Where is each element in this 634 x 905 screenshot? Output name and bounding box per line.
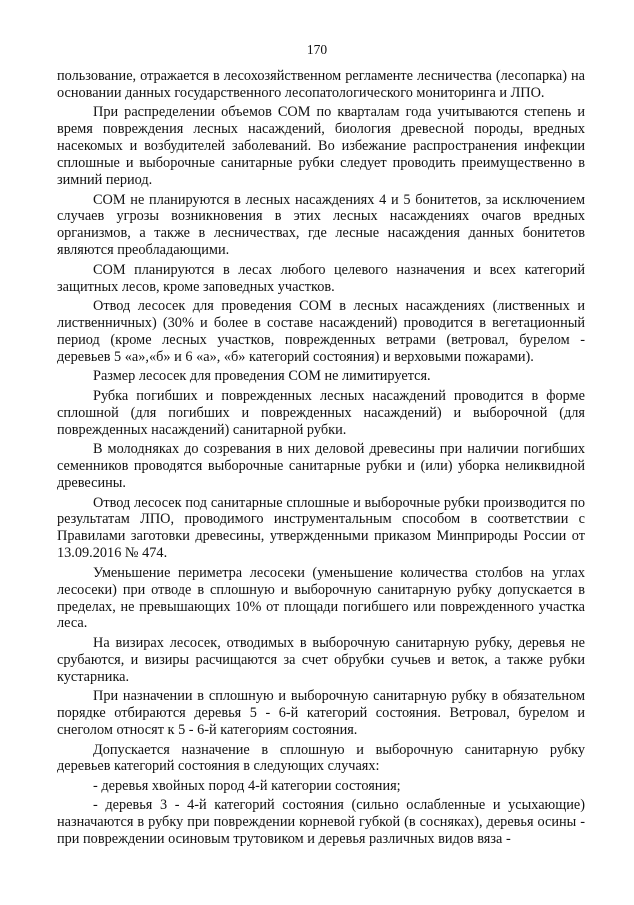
- paragraph: Отвод лесосек для проведения СОМ в лесных насаждениях (лиственных и лиственничных) (30% и более в составе насаждений) проводится в вегетационный период (кроме лесных участков, поврежденных ветрами (ветровал, бурелом - деревьев 5 «а»,«б» и 6 «а», «б» категорий состояния) и верховыми пожарами).: [57, 298, 585, 365]
- paragraph: Уменьшение периметра лесосеки (уменьшение количества столбов на углах лесосеки) при отводе в сплошную и выборочную санитарную рубку допускается в пределах, не превышающих 10% от площади погибшего или поврежденного участка леса.: [57, 564, 585, 632]
- list-item: - деревья хвойных пород 4-й категории состояния;: [93, 777, 401, 794]
- paragraph: Допускается назначение в сплошную и выборочную санитарную рубку деревьев категорий состояния в следующих случаях:: [57, 741, 585, 775]
- paragraph: СОМ не планируются в лесных насаждениях 4 и 5 бонитетов, за исключением случаев угрозы возникновения в этих лесных насаждениях очагов вредных организмов, а также в лесничествах, где лесные насаждения данных бонитетов являются преобладающими.: [57, 191, 585, 259]
- paragraph: При назначении в сплошную и выборочную санитарную рубку в обязательном порядке отбираются деревья 5 - 6-й категорий состояния. Ветровал, бурелом и снеголом относят к 5 - 6-й категориям состояния.: [57, 688, 585, 739]
- paragraph: Рубка погибших и поврежденных лесных насаждений проводится в форме сплошной (для погибших и поврежденных насаждений) и выборочной (для поврежденных насаждений) санитарной рубки.: [57, 387, 585, 438]
- paragraph: СОМ планируются в лесах любого целевого назначения и всех категорий защитных лесов, кроме заповедных участков.: [57, 261, 585, 295]
- paragraph: В молодняках до созревания в них деловой древесины при наличии погибших семенников проводятся выборочные санитарные рубки и (или) уборка неликвидной древесины.: [57, 441, 585, 491]
- paragraph: Размер лесосек для проведения СОМ не лимитируется.: [93, 368, 431, 385]
- body-text: [57, 68, 585, 848]
- paragraph: При распределении объемов СОМ по кварталам года учитываются степень и время повреждения лесных насаждений, биология древесной породы, вредных насекомых и возбудителей заболеваний. Во избежание распространения инфекции сплошные и выборочные санитарные рубки следует проводить преимущественно в зимний период.: [57, 104, 585, 189]
- paragraph: пользование, отражается в лесохозяйственном регламенте лесничества (лесопарка) на основании данных государственного лесопатологического мониторинга и ЛПО.: [57, 68, 585, 101]
- list-item: - деревья 3 - 4-й категорий состояния (сильно ослабленные и усыхающие) назначаются в рубку при повреждении корневой губкой (в сосняках), деревья осины - при повреждении осиновым трутовиком и деревья различных видов вяза -: [57, 797, 585, 848]
- page-number: 170: [306, 42, 328, 57]
- paragraph: Отвод лесосек под санитарные сплошные и выборочные рубки производится по результатам ЛПО, проводимого инструментальным способом в соответствии с Правилами заготовки древесины, утвержденными приказом Минприроды России от 13.09.2016 № 474.: [57, 494, 585, 562]
- paragraph: На визирах лесосек, отводимых в выборочную санитарную рубку, деревья не срубаются, и визиры расчищаются за счет обрубки сучьев и веток, а также рубки кустарника.: [57, 634, 585, 685]
